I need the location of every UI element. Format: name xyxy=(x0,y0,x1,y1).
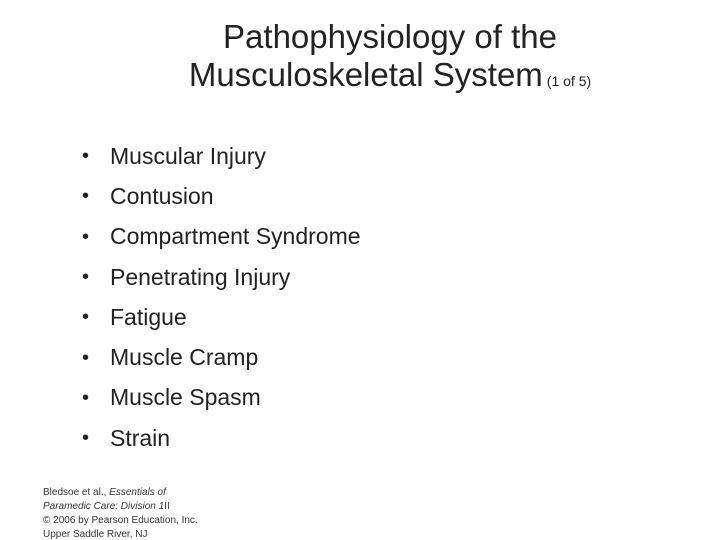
bullet-item xyxy=(82,217,361,257)
slide-title-main: Musculoskeletal System xyxy=(188,56,543,93)
citation-book-title: Essentials of Paramedic Care: Division 1 xyxy=(43,487,166,512)
slide-title-line-1: Pathophysiology of the xyxy=(223,18,557,55)
bullet-marker: • xyxy=(82,266,90,289)
bullet-list xyxy=(82,136,361,458)
bullet-item xyxy=(82,418,361,458)
bullet-text: Strain xyxy=(110,424,171,451)
bullet-text: Muscle Spasm xyxy=(110,384,261,411)
slide-title xyxy=(140,18,640,94)
bullet-item xyxy=(82,136,361,176)
bullet-marker: • xyxy=(82,225,90,248)
citation xyxy=(43,486,213,540)
bullet-text: Fatigue xyxy=(110,303,187,330)
slide-part-indicator: (1 of 5) xyxy=(546,73,592,89)
slide-title-line-2 xyxy=(140,56,640,94)
bullet-marker: • xyxy=(82,386,90,409)
bullet-marker: • xyxy=(82,427,90,450)
bullet-item xyxy=(82,257,361,297)
bullet-text: Muscle Cramp xyxy=(110,344,259,371)
bullet-text: Contusion xyxy=(110,182,214,209)
citation-book-suffix: II xyxy=(164,501,170,512)
bullet-marker: • xyxy=(82,185,90,208)
bullet-text: Muscular Injury xyxy=(110,142,266,169)
bullet-item xyxy=(82,176,361,216)
bullet-item xyxy=(82,378,361,418)
bullet-item xyxy=(82,297,361,337)
bullet-marker: • xyxy=(82,306,90,329)
bullet-marker: • xyxy=(82,346,90,369)
bullet-text: Penetrating Injury xyxy=(110,263,291,290)
citation-authors: Bledsoe et al., xyxy=(43,487,110,498)
bullet-text: Compartment Syndrome xyxy=(110,223,361,250)
bullet-marker: • xyxy=(82,145,90,168)
bullet-item xyxy=(82,337,361,377)
citation-copyright: © 2006 by Pearson Education, Inc. Upper Saddle River, NJ xyxy=(43,515,198,540)
